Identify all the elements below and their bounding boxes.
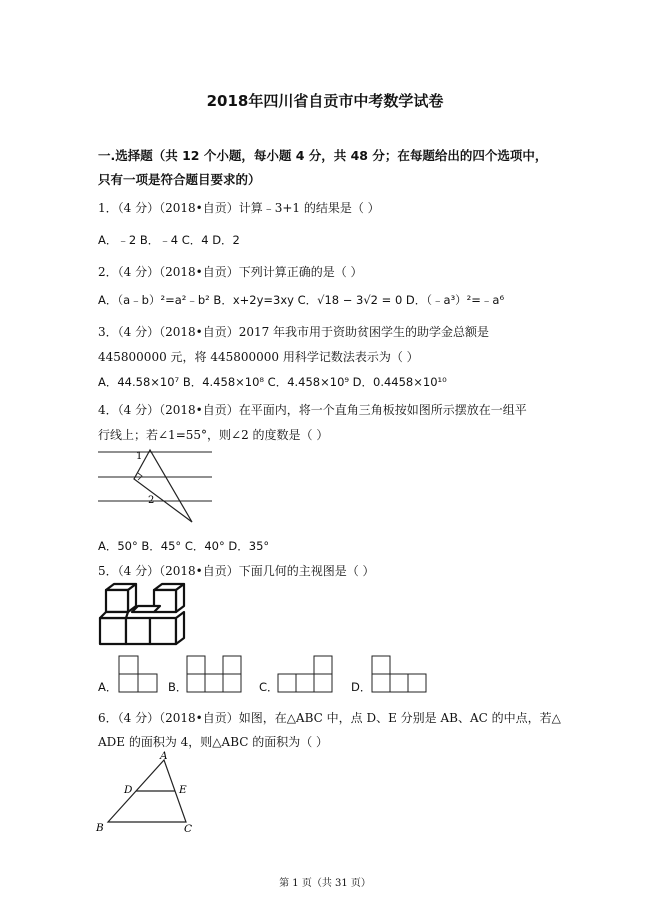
cube-front-face xyxy=(100,618,126,644)
q5-option-a-figure xyxy=(118,655,160,695)
q3-options: A．44.58×10⁷ B．4.458×10⁸ C．4.458×10⁹ D．0.4458×10¹⁰ xyxy=(98,375,447,389)
q4-line1: 4．（4 分）（2018•自贡）在平面内，将一个直角三角板按如图所示摆放在一组平 xyxy=(98,403,527,417)
q5-option-c-figure xyxy=(277,655,335,695)
q5-option-d-label: D． xyxy=(351,680,372,694)
q2-options: A．（a﹣b）²=a²﹣b² B．x+2y=3xy C．√18 − 3√2 = 0 D．（﹣a³）²=﹣a⁶ xyxy=(98,293,505,307)
q3-line2: 445800000 元，将 445800000 用科学记数法表示为（ ） xyxy=(98,350,419,364)
q6-triangle-figure xyxy=(94,750,204,838)
q5-stem: 5．（4 分）（2018•自贡）下面几何的主视图是（ ） xyxy=(98,564,375,578)
cube-top-face xyxy=(132,606,160,612)
q3-line1: 3．（4 分）（2018•自贡）2017 年我市用于资助贫困学生的助学金总额是 xyxy=(98,325,490,339)
vertex-b-label: B xyxy=(96,822,104,834)
cube-top-face xyxy=(100,612,128,618)
angle-2-label: 2 xyxy=(148,495,155,506)
q4-parallel-lines-figure xyxy=(98,446,216,524)
q1-stem: 1．（4 分）（2018•自贡）计算﹣3+1 的结果是（ ） xyxy=(98,201,380,215)
q4-line2: 行线上；若∠1=55°，则∠2 的度数是（ ） xyxy=(98,428,329,442)
section-heading-line2: 只有一项是符合题目要求的） xyxy=(98,172,261,187)
q4-options: A．50° B．45° C．40° D．35° xyxy=(98,539,270,553)
q6-line2: ADE 的面积为 4，则△ABC 的面积为（ ） xyxy=(98,735,329,749)
q6-line1: 6．（4 分）（2018•自贡）如图，在△ABC 中，点 D、E 分别是 AB、AC 的中点，若△ xyxy=(98,711,561,725)
q5-option-c-label: C． xyxy=(259,680,279,694)
q5-option-b-figure xyxy=(186,655,244,695)
q1-options: A．﹣2 B．﹣4 C．4 D．2 xyxy=(98,233,240,247)
q5-option-a-label: A． xyxy=(98,680,118,694)
q5-option-b-label: B． xyxy=(168,680,188,694)
q2-stem: 2．（4 分）（2018•自贡）下列计算正确的是（ ） xyxy=(98,265,363,279)
cube-front-face xyxy=(126,618,150,644)
page-title: 2018年四川省自贡市中考数学试卷 xyxy=(206,92,444,110)
cube-front-face xyxy=(150,618,176,644)
cube-side-face xyxy=(176,584,184,612)
angle-1-label: 1 xyxy=(136,451,143,462)
vertex-a-label: A xyxy=(160,750,168,762)
right-triangle-ruler xyxy=(134,450,192,522)
cube-side-face xyxy=(176,612,184,644)
point-d-label: D xyxy=(124,784,133,796)
section-heading-line1: 一.选择题（共 12 个小题，每小题 4 分，共 48 分；在每题给出的四个选项中， xyxy=(98,148,548,163)
vertex-c-label: C xyxy=(184,823,193,835)
q5-3d-blocks-figure xyxy=(98,582,190,650)
q5-option-d-figure xyxy=(371,655,429,695)
cube-front-face xyxy=(106,590,128,612)
point-e-label: E xyxy=(179,784,187,796)
page-footer: 第 1 页（共 31 页） xyxy=(279,878,371,889)
